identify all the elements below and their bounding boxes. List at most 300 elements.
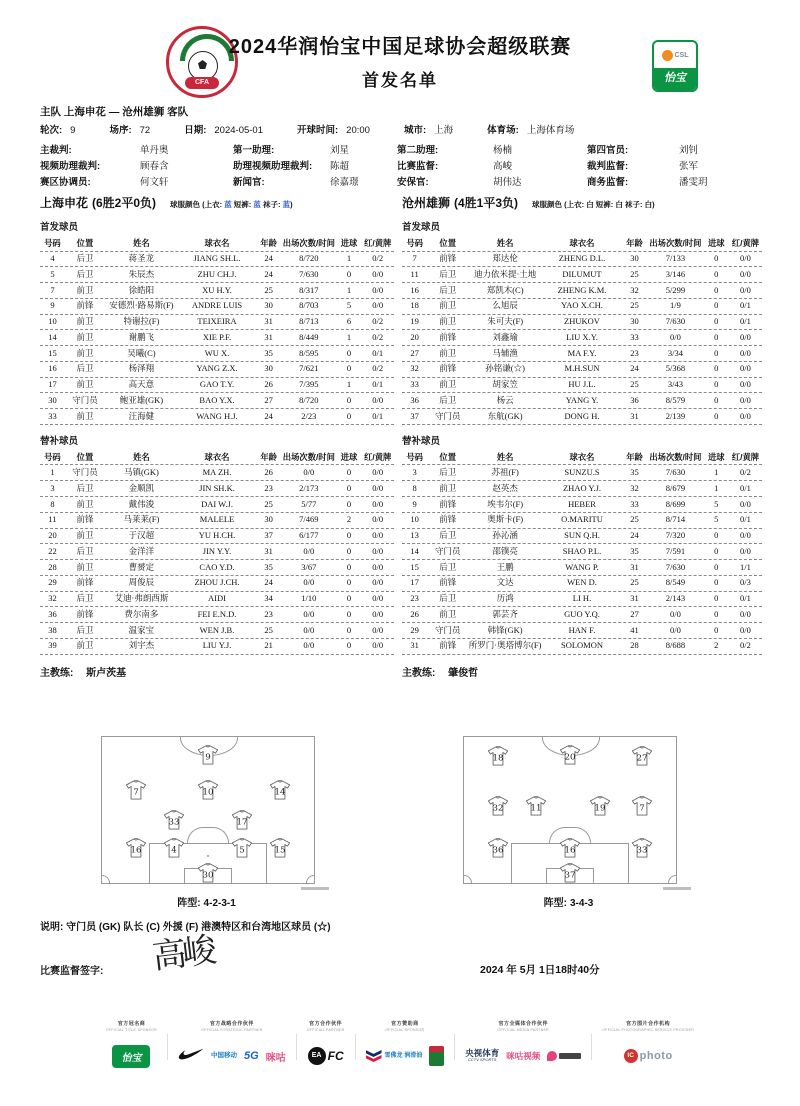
column-header: 球衣名 — [204, 238, 230, 248]
table-row — [402, 497, 762, 513]
cell: 27 — [630, 608, 639, 619]
table-row — [40, 252, 394, 268]
table-row — [402, 299, 762, 315]
cell: 1/9 — [669, 300, 681, 311]
cell: 5/368 — [665, 363, 686, 374]
table-row — [40, 330, 394, 346]
cell: 30 — [630, 253, 639, 264]
cell: 前卫 — [439, 347, 457, 358]
legend-note: 说明: 守门员 (GK) 队长 (C) 外援 (F) 港澳特区和台湾地区球员 (☆) — [40, 922, 331, 933]
table-row — [402, 409, 762, 425]
cell: 8/449 — [299, 331, 319, 342]
cell: 14 — [410, 545, 419, 556]
supervisor-signature: 高峻 — [150, 930, 215, 978]
cell: 32 — [410, 363, 419, 374]
svg-text:17: 17 — [236, 817, 248, 828]
player-shirt-icon — [559, 863, 581, 883]
cell: 37 — [264, 530, 273, 541]
cell: LIU X.Y. — [566, 331, 598, 342]
cell: 前锋 — [439, 363, 457, 374]
cell: 前卫 — [76, 561, 94, 572]
svg-text:33: 33 — [636, 845, 648, 856]
cell: 奥斯卡(F) — [487, 514, 524, 525]
column-header: 出场次数/时间 — [282, 238, 335, 248]
cell: 郑凯木(C) — [486, 284, 524, 295]
column-header: 红/黄牌 — [731, 238, 760, 248]
cell: 20 — [410, 331, 419, 342]
cell: 马莱莱(F) — [123, 514, 160, 525]
official-cell — [233, 142, 397, 158]
cell: 0/0 — [372, 394, 384, 405]
csl-label: CSL — [674, 51, 689, 59]
cell: 0 — [346, 577, 352, 588]
cell: 33 — [630, 498, 639, 509]
cell: 1/1 — [740, 561, 751, 572]
cell: 0 — [346, 394, 352, 405]
away-pitch — [463, 736, 677, 909]
sponsor-tier-label: 官方冠名商 — [117, 1021, 146, 1027]
cell: 8/688 — [665, 640, 686, 651]
cell: 21 — [264, 640, 273, 651]
cell: 7/621 — [299, 363, 319, 374]
cell: AIDI — [208, 593, 226, 604]
player-shirt-icon — [525, 796, 547, 816]
column-header: 位置 — [439, 451, 457, 462]
ic-photo-logo: IC photo — [624, 1049, 673, 1063]
cell: ZHUKOV — [564, 316, 600, 327]
cell: 朱可夫(F) — [487, 316, 524, 327]
goal-icon — [301, 887, 329, 890]
cell: WANG P. — [565, 561, 599, 572]
table-row — [402, 362, 762, 378]
cell: GUO Y.Q. — [564, 608, 600, 619]
cell: 36 — [630, 394, 639, 405]
table-row — [40, 315, 394, 331]
official-label: 第一助理: — [233, 145, 275, 156]
cell: SUNZU.S — [564, 466, 600, 477]
official-name: 杨楠 — [493, 145, 513, 156]
cell: 7 — [50, 284, 55, 295]
match-info-item — [487, 122, 574, 136]
cell: 1 — [346, 253, 352, 264]
cell: 7/591 — [665, 545, 686, 556]
svg-text:19: 19 — [594, 803, 606, 814]
goal-icon — [663, 887, 691, 890]
player-shirt-icon — [163, 838, 185, 858]
table-row — [402, 465, 762, 481]
cell: 0/0 — [303, 545, 315, 556]
cell: HAN F. — [568, 624, 596, 635]
cell: 33 — [630, 331, 639, 342]
cell: 0/1 — [740, 593, 751, 604]
cell: 30 — [264, 363, 273, 374]
official-cell — [397, 158, 587, 174]
column-header: 出场次数/时间 — [649, 238, 702, 248]
penalty-spot — [207, 855, 209, 857]
table-row — [40, 362, 394, 378]
player-shirt-icon — [125, 780, 147, 800]
home-subs-label: 替补球员 — [40, 435, 79, 447]
official-label: 主裁判: — [40, 145, 72, 156]
cell: 前卫 — [76, 379, 94, 390]
cell: 0/0 — [740, 331, 751, 342]
cell: ZHOU J.CH. — [194, 577, 240, 588]
away-team-name: 沧州雄狮 — [402, 196, 451, 210]
cell: 特谢拉(F) — [123, 316, 160, 327]
cell: 鲍亚雄(GK) — [119, 394, 164, 405]
official-name: 何文轩 — [140, 177, 169, 188]
cell: FEI E.N.D. — [197, 608, 237, 619]
cell: 25 — [630, 577, 639, 588]
cell: 8/317 — [299, 284, 319, 295]
cell: SUN Q.H. — [564, 530, 600, 541]
sponsor-tier-sublabel: OFFICIAL TITLE SPONSOR — [105, 1028, 158, 1032]
kit-color-value: 白 — [615, 200, 623, 209]
cell: 8/703 — [299, 300, 319, 311]
cell: TEIXEIRA — [197, 316, 237, 327]
column-header: 年龄 — [260, 451, 277, 462]
cell: 0 — [346, 466, 352, 477]
away-coach-name: 肇俊哲 — [448, 667, 479, 679]
cell: 26 — [264, 379, 273, 390]
cell: GAO T.Y. — [199, 379, 235, 390]
officials-grid — [40, 142, 764, 190]
home-formation-label: 阵型: 4-2-3-1 — [177, 898, 236, 909]
cell: 韩锋(GK) — [487, 624, 523, 635]
cell: 0 — [714, 268, 719, 279]
cell: 7/395 — [299, 379, 319, 390]
cell: 前卫 — [439, 482, 457, 493]
cell: 赵英杰 — [492, 482, 518, 493]
cell: 31 — [410, 640, 419, 651]
cell: 前卫 — [76, 316, 94, 327]
cell: BAO Y.X. — [199, 394, 235, 405]
cell: 东航(GK) — [487, 410, 523, 421]
home-pitch — [101, 736, 315, 909]
official-name: 陈超 — [330, 161, 350, 172]
sponsor-logos-row — [366, 1042, 445, 1070]
cell: MALELE — [199, 514, 235, 525]
cell: 金洋洋 — [128, 545, 155, 556]
sponsor-tier-label: 官方赞助商 — [391, 1021, 419, 1027]
info-label: 场序: — [109, 125, 132, 136]
cell: 5 — [50, 268, 55, 279]
official-label: 安保官: — [397, 177, 429, 188]
cell: ZHU CH.J. — [197, 268, 237, 279]
kit-color-value: 白 — [586, 200, 594, 209]
info-value: 72 — [139, 125, 151, 136]
cell: 5 — [714, 514, 719, 525]
cell: 25 — [264, 624, 273, 635]
column-header: 红/黄牌 — [731, 451, 760, 462]
cell: 11 — [410, 268, 419, 279]
table-row — [40, 513, 394, 529]
cell: ZHENG D.L. — [558, 253, 606, 264]
cell: WANG H.J. — [196, 410, 238, 421]
column-header: 位置 — [439, 238, 457, 248]
sponsor-seal-logo — [429, 1046, 444, 1066]
column-header: 位置 — [76, 451, 94, 462]
cell: 26 — [264, 466, 273, 477]
cell: 后卫 — [439, 284, 457, 295]
cell: 25 — [630, 514, 639, 525]
cell: 1/10 — [301, 593, 317, 604]
cell: 后卫 — [76, 363, 94, 374]
away-starters-table — [402, 237, 762, 425]
cell: WEN J.B. — [199, 624, 235, 635]
migu-video-logo: 咪咕视频 — [506, 1051, 541, 1061]
cell: 0/0 — [740, 284, 751, 295]
cell: 苏祖(F) — [491, 466, 519, 477]
cell: 守门员 — [434, 410, 461, 421]
cell: 0 — [714, 379, 719, 390]
cell: 25 — [630, 268, 639, 279]
table-row — [40, 299, 394, 315]
cell: 5 — [346, 300, 352, 311]
cell: 历鸿 — [496, 593, 514, 604]
cell: 徐皓阳 — [128, 284, 155, 295]
cell: 24 — [630, 363, 639, 374]
player-shirt-icon — [125, 838, 147, 858]
cell: 守门员 — [72, 466, 98, 477]
table-row — [402, 346, 762, 362]
cell: 前卫 — [439, 379, 457, 390]
sponsor-group — [592, 1020, 704, 1070]
cell: 27 — [410, 347, 419, 358]
home-team-section — [40, 194, 394, 679]
player-shirt-icon — [163, 810, 185, 830]
column-header: 出场次数/时间 — [282, 451, 335, 462]
cell: 18 — [410, 300, 419, 311]
table-row — [40, 607, 394, 623]
home-coach-name: 斯卢茨基 — [86, 667, 127, 679]
cell: 7/320 — [665, 530, 686, 541]
cell: 24 — [630, 530, 639, 541]
column-header: 球衣名 — [569, 451, 595, 462]
cell: 后卫 — [76, 482, 94, 493]
official-label: 视频助理裁判: — [40, 161, 101, 172]
official-label: 赛区协调员: — [40, 177, 91, 188]
home-kit-colors: 球服颜色 (上衣: 蓝 短裤: 蓝 袜子: 蓝) — [170, 200, 293, 209]
cell: 0 — [346, 608, 352, 619]
column-header: 姓名 — [133, 238, 150, 248]
cell: 0/0 — [740, 363, 751, 374]
cell: 前卫 — [76, 284, 94, 295]
cell: 7/630 — [299, 268, 319, 279]
cell: YANG Z.X. — [196, 363, 238, 374]
official-cell — [587, 158, 764, 174]
cell: 9 — [412, 498, 417, 509]
cell: 0/2 — [740, 640, 751, 651]
cell: ANDRE LUIS — [191, 300, 243, 311]
info-label: 轮次: — [40, 125, 63, 136]
cell: 0 — [346, 498, 352, 509]
cell: 8/720 — [299, 394, 319, 405]
cctv-sports-logo: 央视体育 CCTV SPORTS — [465, 1048, 500, 1063]
player-shirt-icon — [631, 838, 653, 858]
cell: ZHENG K.M. — [557, 284, 607, 295]
cell: 守门员 — [434, 545, 461, 556]
table-row — [40, 378, 394, 394]
column-header: 出场次数/时间 — [649, 451, 702, 462]
cell: 6/177 — [299, 530, 319, 541]
away-starters-label: 首发球员 — [402, 222, 441, 233]
cell: 24 — [264, 410, 273, 421]
cell: 1 — [346, 284, 352, 295]
sponsor-tier-sublabel: OFFICIAL STRATEGIC PARTNER — [201, 1028, 263, 1032]
corner-arc — [463, 875, 472, 884]
cell: SOLOMON — [560, 640, 604, 651]
cell: YU H.CH. — [198, 530, 236, 541]
cell: 0/0 — [372, 545, 384, 556]
cell: 1 — [50, 466, 55, 477]
sponsor-group — [96, 1020, 167, 1070]
cell: 30 — [630, 316, 639, 327]
home-team-record: (6胜2平0负) — [92, 196, 157, 210]
cell: 4 — [50, 253, 55, 264]
cell: 0 — [346, 561, 352, 572]
cell: 5 — [714, 498, 719, 509]
cell: 8/549 — [665, 577, 686, 588]
cell: 14 — [48, 331, 57, 342]
cell: 0/0 — [740, 608, 751, 619]
cell: 0/1 — [372, 379, 384, 390]
cell: 17 — [410, 577, 419, 588]
cell: 前锋 — [439, 577, 457, 588]
cell: 6 — [346, 316, 352, 327]
cell: 2 — [346, 514, 352, 525]
cell: 0/0 — [372, 640, 384, 651]
cell: 0/0 — [740, 253, 751, 264]
official-label: 裁判监督: — [587, 161, 629, 172]
cell: HEBER — [568, 498, 596, 509]
official-cell — [40, 142, 233, 158]
yibao-label: 怡宝 — [654, 68, 696, 90]
cell: 23 — [630, 347, 639, 358]
cell: 0 — [714, 577, 719, 588]
cell: 0/0 — [740, 624, 751, 635]
cell: 0 — [346, 545, 352, 556]
cell: 9 — [50, 300, 55, 311]
table-row — [40, 481, 394, 497]
cell: 前锋 — [439, 514, 457, 525]
cell: 0 — [714, 608, 719, 619]
official-cell — [233, 158, 397, 174]
official-name: 徐嘉璟 — [330, 177, 359, 188]
cell: 5/77 — [301, 498, 317, 509]
info-value: 20:00 — [346, 125, 370, 136]
cell: 谢鹏飞 — [128, 331, 155, 342]
cell: 10 — [410, 514, 419, 525]
match-info-item — [404, 122, 453, 136]
home-coach-line — [40, 664, 394, 679]
official-name: 顾春含 — [140, 161, 169, 172]
sponsor-tier-sublabel: OFFICIAL SPONSOR — [385, 1028, 425, 1032]
cfa-label: CFA — [185, 77, 219, 89]
table-row — [40, 497, 394, 513]
svg-text:18: 18 — [492, 753, 504, 764]
table-row — [40, 409, 394, 425]
cell: 30 — [48, 394, 57, 405]
cell: 马镇(GK) — [123, 466, 159, 477]
page-title: 2024华润怡宝中国足球协会超级联赛 — [228, 36, 572, 58]
official-label: 商务监督: — [587, 177, 629, 188]
cell: 31 — [264, 316, 273, 327]
cell: 前卫 — [76, 347, 94, 358]
official-name: 潘雯玥 — [679, 177, 708, 188]
sponsor-group — [356, 1020, 455, 1070]
cell: 31 — [264, 331, 273, 342]
cell: 艾迪·弗朗西斯 — [114, 593, 169, 604]
column-header: 进球 — [340, 238, 358, 248]
svg-text:11: 11 — [530, 803, 542, 814]
sponsor-tier-sublabel: OFFICIAL PHOTOGRAPHIC SERVICE PROVIDER — [602, 1028, 695, 1032]
cell: 2 — [714, 640, 719, 651]
cell: 前卫 — [439, 316, 457, 327]
cell: 温家宝 — [128, 624, 155, 635]
column-header: 红/黄牌 — [364, 238, 392, 248]
cell: 3/43 — [667, 379, 683, 390]
sponsor-logos-row — [106, 1042, 157, 1070]
sponsor-tier-label: 官方合作伙伴 — [309, 1021, 343, 1027]
column-header: 进球 — [340, 451, 358, 462]
cell: 0 — [714, 561, 719, 572]
cell: 30 — [264, 514, 273, 525]
cell: 3/34 — [667, 347, 683, 358]
match-info-item — [109, 122, 150, 136]
cell: 前卫 — [76, 331, 94, 342]
cell: 0/0 — [372, 577, 384, 588]
table-row — [40, 639, 394, 655]
info-label: 城市: — [403, 125, 427, 136]
kit-color-value: 蓝 — [253, 200, 261, 209]
cell: 0/0 — [740, 530, 751, 541]
cell: 33 — [48, 410, 57, 421]
cell: 所罗门·奥塔博尔(F) — [468, 640, 542, 651]
cell: SHAO P.L. — [562, 545, 602, 556]
cell: 0/0 — [740, 268, 751, 279]
svg-text:16: 16 — [564, 845, 576, 856]
coach-label: 主教练: — [40, 667, 74, 679]
cell: 后卫 — [439, 268, 457, 279]
cell: 34 — [264, 593, 273, 604]
table-row — [402, 623, 762, 639]
cell: 0/0 — [372, 624, 384, 635]
cell: 31 — [630, 561, 639, 572]
cell: 0/0 — [740, 410, 751, 421]
cell: 0 — [714, 410, 719, 421]
kit-color-value: 蓝 — [282, 200, 291, 209]
player-shirt-icon — [589, 796, 611, 816]
cell: 么旭辰 — [492, 300, 518, 311]
sponsor-tier-sublabel: OFFICIAL PARTNER — [306, 1028, 345, 1032]
table-row — [40, 393, 394, 409]
cell: 于汉超 — [128, 530, 155, 541]
svg-text:27: 27 — [636, 753, 648, 764]
cell: 前锋 — [439, 498, 457, 509]
cell: 36 — [410, 394, 419, 405]
cell: 30 — [264, 300, 273, 311]
cell: JIANG SH.L. — [193, 253, 241, 264]
cell: 25 — [630, 300, 639, 311]
cell: 0 — [346, 624, 352, 635]
cell: 0/0 — [372, 482, 384, 493]
cell: 郑达伦 — [492, 253, 518, 264]
cell: 0/0 — [669, 624, 681, 635]
cell: 0/1 — [740, 482, 751, 493]
official-name: 张军 — [679, 161, 699, 172]
cell: 前锋 — [439, 640, 457, 651]
